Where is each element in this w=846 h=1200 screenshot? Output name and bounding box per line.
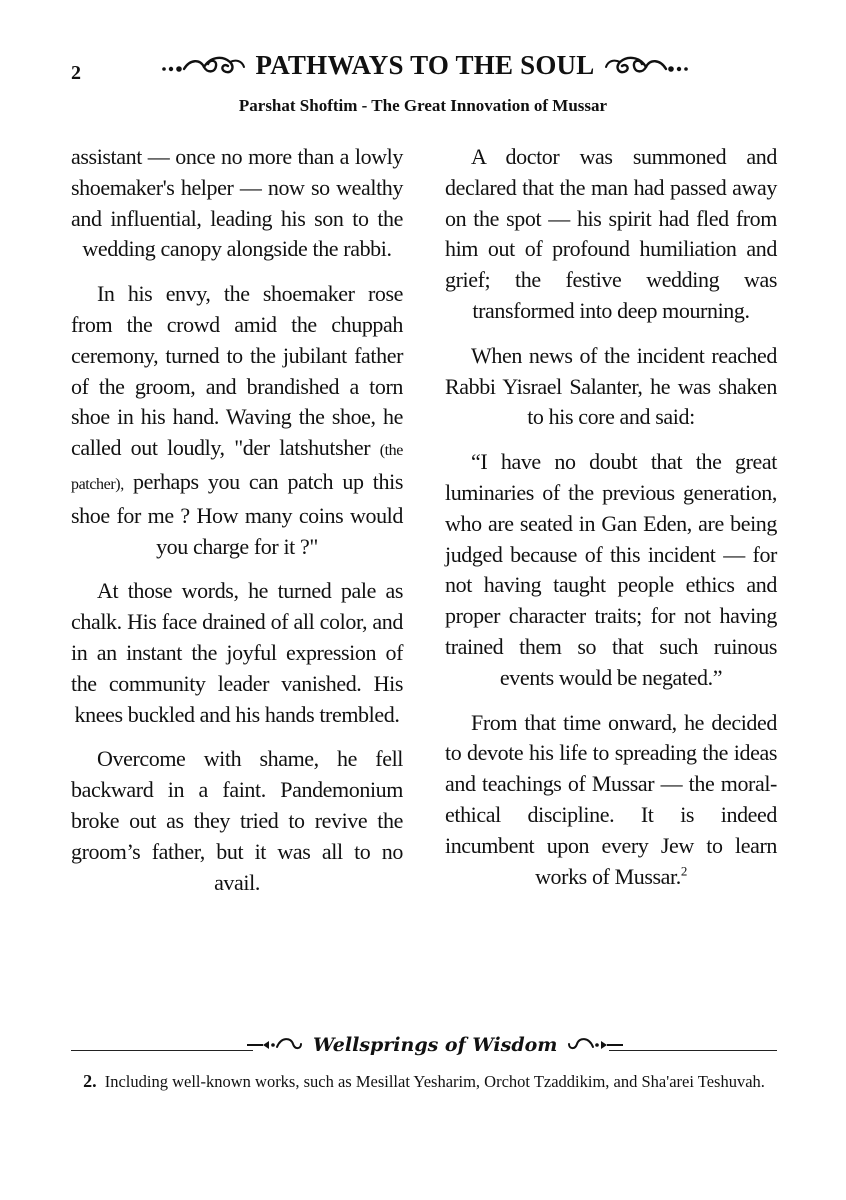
parenthetical-gloss: (the patcher), bbox=[71, 442, 403, 493]
footnote-reference[interactable]: 2 bbox=[680, 863, 687, 879]
footnote bbox=[71, 1070, 777, 1093]
left-column bbox=[71, 142, 403, 912]
footnote-number: 2. bbox=[83, 1071, 97, 1091]
divider-rule-right bbox=[609, 1050, 777, 1051]
page-subtitle: Parshat Shoftim - The Great Innovation of Mussar bbox=[238, 96, 608, 115]
paragraph: A doctor was summoned and declared that the man had passed away on the spot — his spirit had fled from him out of profound humiliation and grief; the festive wedding was transformed into deep mourning. bbox=[445, 144, 777, 323]
paragraph: assistant — once no more than a lowly shoemaker's helper — now so wealthy and influential, leading his son to the wedding canopy alongside the rabbi. bbox=[71, 144, 403, 262]
left-ornament-icon bbox=[245, 1035, 305, 1055]
footer-ornament bbox=[241, 1034, 613, 1056]
paragraph-text: perhaps you can patch up this shoe for me ? How many coins would you charge for it ?" bbox=[71, 468, 403, 559]
paragraph: When news of the incident reached Rabbi Yisrael Salanter, he was shaken to his core and said: bbox=[445, 342, 777, 430]
footer-label: Wellsprings of Wisdom bbox=[313, 1034, 558, 1056]
footer-divider bbox=[71, 1034, 777, 1064]
paragraph: Overcome with shame, he fell backward in a faint. Pandemonium broke out as they tried to revive the groom’s father, but it was all to no avail. bbox=[71, 746, 403, 895]
paragraph bbox=[71, 279, 403, 562]
page-title: PATHWAYS TO THE SOUL bbox=[255, 50, 595, 80]
paragraph bbox=[445, 708, 777, 893]
paragraph-text: From that time onward, he decided to devote his life to spreading the ideas and teachings of Mussar — the moral-ethical discipline. It is indeed incumbent upon every Jew to learn works of Mussar. bbox=[445, 709, 777, 889]
right-flourish-icon bbox=[602, 53, 690, 79]
left-flourish-icon bbox=[160, 53, 248, 79]
right-column bbox=[445, 142, 777, 906]
page-number: 2 bbox=[71, 62, 81, 84]
running-header bbox=[120, 50, 730, 81]
right-ornament-icon bbox=[565, 1035, 625, 1055]
paragraph-text: In his envy, the shoemaker rose from the crowd amid the chuppah ceremony, turned to the jubilant father of the groom, and brandished a torn shoe in his hand. Waving the shoe, he called out loudly, "der latshutsher bbox=[71, 281, 403, 461]
paragraph: “I have no doubt that the great luminaries of the previous generation, who are seated in Gan Eden, are being judged because of this incident — for not having taught people ethics and proper character traits; for not having trained them so that such ruinous events would be negated.” bbox=[445, 449, 777, 690]
footnote-text: Including well-known works, such as Mesillat Yesharim, Orchot Tzaddikim, and Sha'arei Teshuvah. bbox=[104, 1072, 765, 1091]
paragraph: At those words, he turned pale as chalk. His face drained of all color, and in an instant the joyful expression of the community leader vanished. His knees buckled and his hands trembled. bbox=[71, 578, 403, 727]
divider-rule-left bbox=[71, 1050, 253, 1051]
